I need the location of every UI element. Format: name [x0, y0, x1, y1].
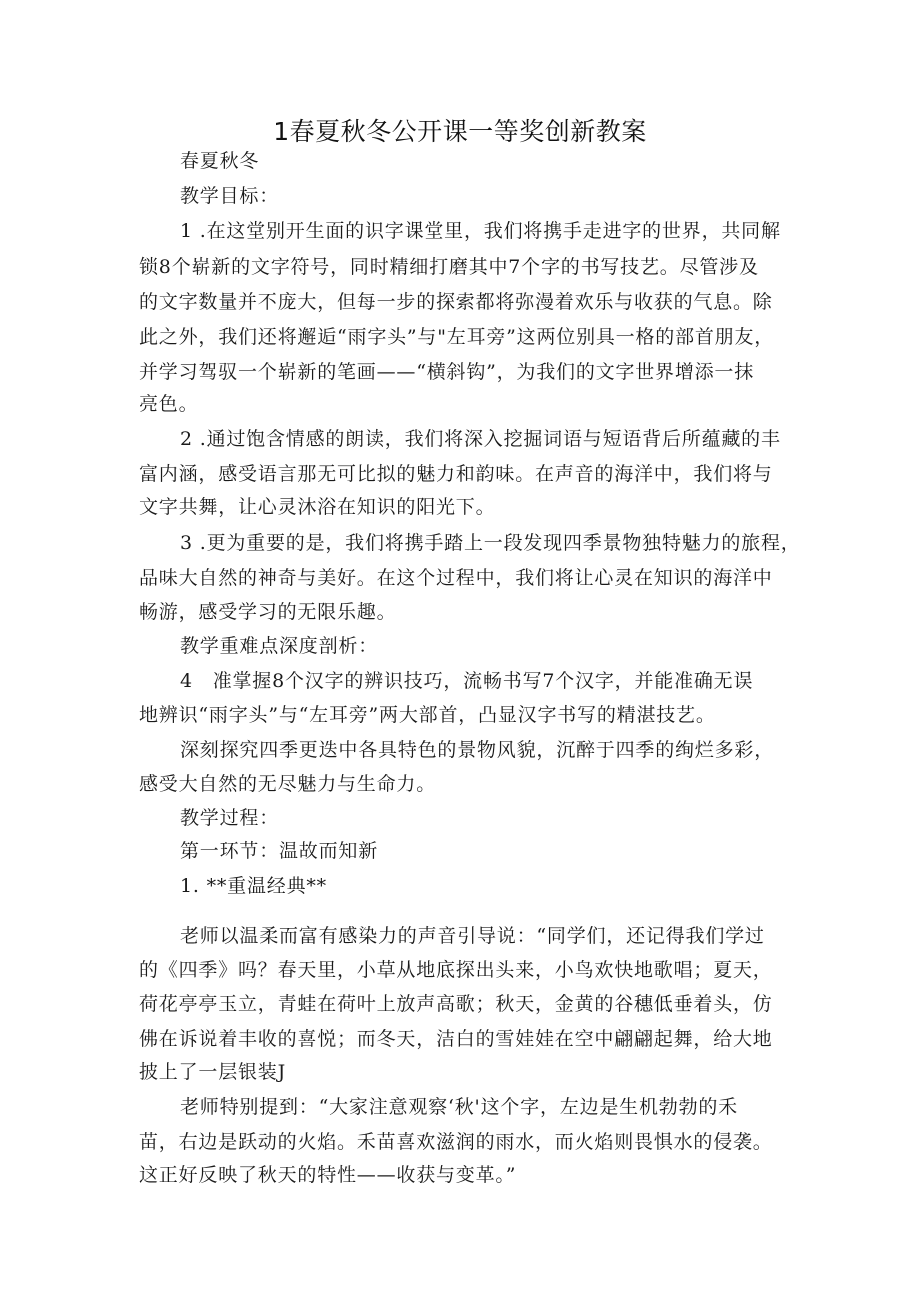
paragraph-line: 第一环节：温故而知新 [180, 840, 379, 862]
paragraph-line: 品味大自然的神奇与美好。在这个过程中，我们将让心灵在知识的海洋中 [139, 567, 773, 589]
paragraph-line: 教学过程： [180, 807, 280, 829]
paragraph-line: 老师以温柔而富有感染力的声音引导说：“同学们，还记得我们学过 [180, 925, 765, 947]
paragraph-line: 锁8个崭新的文字符号，同时精细打磨其中7个字的书写技艺。尽管涉及 [139, 256, 759, 278]
paragraph-line: 1. **重温经典** [180, 875, 327, 897]
paragraph-line: 深刻探究四季更迭中各具特色的景物风貌，沉醉于四季的绚烂多彩， [180, 739, 775, 761]
paragraph-line: 披上了一层银装J [139, 1061, 287, 1083]
paragraph-line: 佛在诉说着丰收的喜悦；而冬天，洁白的雪娃娃在空中翩翩起舞，给大地 [139, 1028, 773, 1050]
paragraph-line: 亮色。 [139, 393, 199, 415]
paragraph-line: 此之外，我们还将邂逅“雨字头”与"左耳旁”这两位别具一格的部首朋友， [139, 326, 775, 348]
paragraph-line: 春夏秋冬 [180, 150, 260, 172]
paragraph-line: 老师特别提到：“大家注意观察‘秋'这个字，左边是生机勃勃的禾 [180, 1096, 738, 1118]
paragraph-line: 富内涵，感受语言那无可比拟的魅力和韵味。在声音的海洋中，我们将与 [139, 463, 773, 485]
paragraph-line: 教学重难点深度剖析： [180, 635, 379, 657]
paragraph-line: 2 .通过饱含情感的朗读，我们将深入挖掘词语与短语背后所蕴藏的丰 [180, 428, 781, 450]
paragraph-line: 1 .在这堂别开生面的识字课堂里，我们将携手走进字的世界，共同解 [180, 220, 781, 242]
paragraph-line: 荷花亭亭玉立，青蛙在荷叶上放声高歌；秋天，金黄的谷穗低垂着头，仿 [139, 993, 773, 1015]
paragraph-line: 文字共舞，让心灵沐浴在知识的阳光下。 [139, 496, 496, 518]
paragraph-line: 3 .更为重要的是，我们将携手踏上一段发现四季景物独特魅力的旅程， [180, 532, 801, 554]
paragraph-line: 地辨识“雨字头”与“左耳旁”两大部首，凸显汉字书写的精湛技艺。 [139, 704, 716, 726]
paragraph-line: 并学习驾驭一个崭新的笔画——“横斜钩”，为我们的文字世界增添一抹 [139, 361, 755, 383]
paragraph-line: 4 准掌握8个汉字的辨识技巧，流畅书写7个汉字，并能准确无误 [180, 670, 754, 692]
paragraph-line: 畅游，感受学习的无限乐趣。 [139, 601, 397, 623]
paragraph-line: 教学目标： [180, 185, 280, 207]
document-title: 1春夏秋冬公开课一等奖创新教案 [273, 117, 647, 146]
paragraph-line: 的文字数量并不庞大，但每一步的探索都将弥漫着欢乐与收获的气息。除 [139, 291, 773, 313]
paragraph-line: 的《四季》吗？春天里，小草从地底探出头来，小鸟欢快地歌唱；夏天， [139, 959, 773, 981]
paragraph-line: 这正好反映了秋天的特性——收获与变革。” [139, 1164, 517, 1186]
paragraph-line: 感受大自然的无尽魅力与生命力。 [139, 773, 437, 795]
paragraph-line: 苗，右边是跃动的火焰。禾苗喜欢滋润的雨水，而火焰则畏惧水的侵袭。 [139, 1131, 773, 1153]
